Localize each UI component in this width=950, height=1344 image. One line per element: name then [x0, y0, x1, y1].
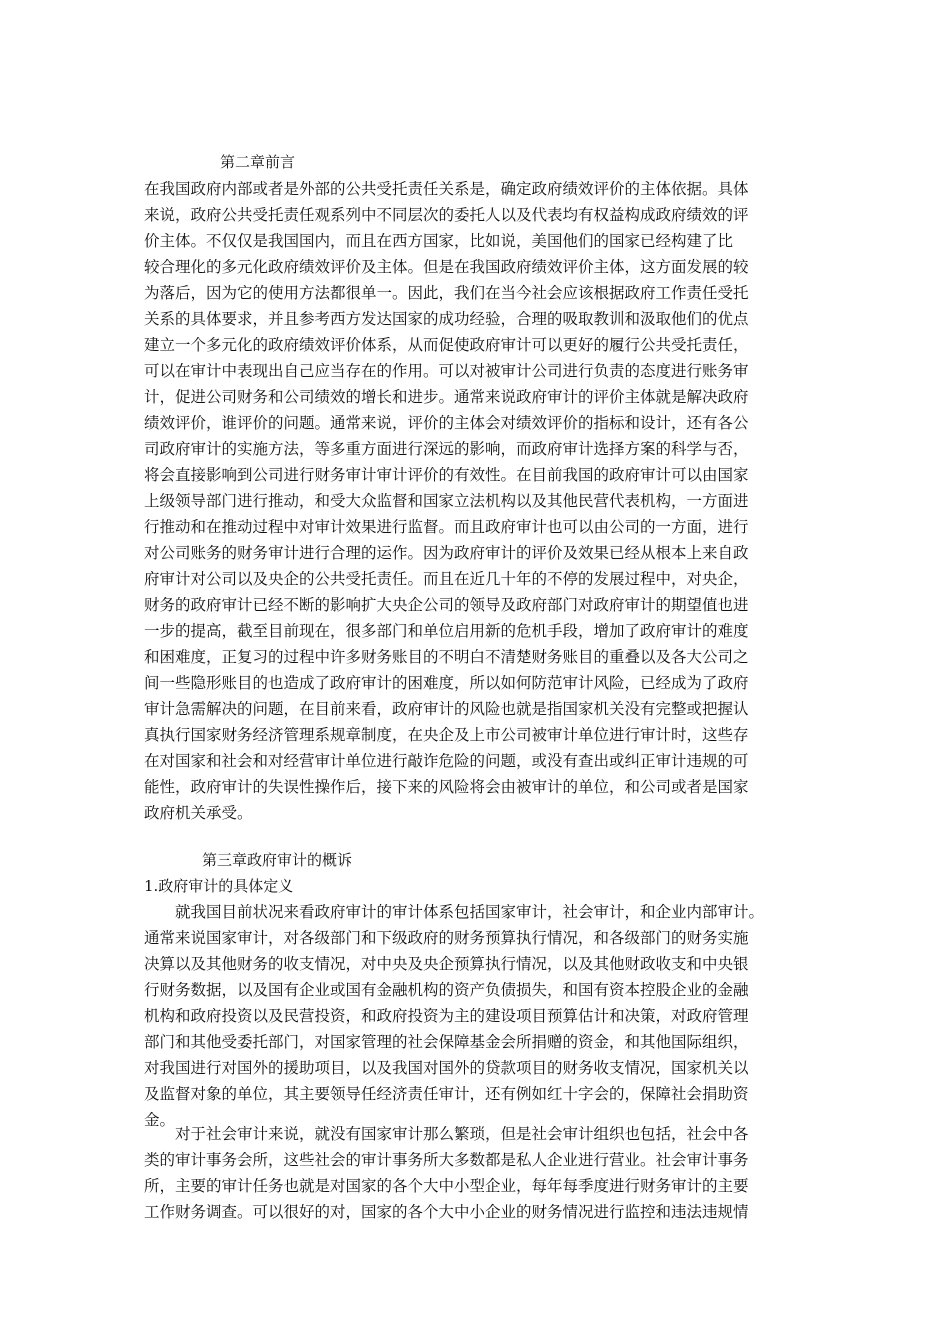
- text-line: 府审计对公司以及央企的公共受托责任。而且在近几十年的不停的发展过程中，对央企，: [144, 570, 749, 588]
- text-line: 绩效评价，谁评价的问题。通常来说，评价的主体会对绩效评价的指标和设计，还有各公: [144, 414, 749, 432]
- text-line: 来说，政府公共受托责任观系列中不同层次的委托人以及代表均有权益构成政府绩效的评: [144, 206, 749, 224]
- chapter-3-title: 第三章政府审计的概诉: [202, 851, 353, 869]
- text-line: 一步的提高，截至目前现在，很多部门和单位启用新的危机手段，增加了政府审计的难度: [144, 622, 749, 640]
- text-line: 较合理化的多元化政府绩效评价及主体。但是在我国政府绩效评价主体，这方面发展的较: [144, 258, 749, 276]
- text-line: 关系的具体要求，并且参考西方发达国家的成功经验，合理的吸取教训和汲取他们的优点: [144, 310, 749, 328]
- text-line: 建立一个多元化的政府绩效评价体系，从而促使政府审计可以更好的履行公共受托责任，: [144, 336, 749, 354]
- text-line: 行推动和在推动过程中对审计效果进行监督。而且政府审计也可以由公司的一方面，进行: [144, 518, 749, 536]
- chapter-3-paragraph-1: [144, 899, 824, 1133]
- text-line: 将会直接影响到公司进行财务审计审计评价的有效性。在目前我国的政府审计可以由国家: [144, 466, 749, 484]
- chapter-3-paragraph-2: [144, 1121, 824, 1225]
- text-line: 类的审计事务会所，这些社会的审计事务所大多数都是私人企业进行营业。社会审计事务: [144, 1151, 749, 1169]
- text-line: 工作财务调查。可以很好的对，国家的各个大中小企业的财务情况进行监控和违法违规情: [144, 1203, 749, 1221]
- text-line: 审计急需解决的问题，在目前来看，政府审计的风险也就是指国家机关没有完整或把握认: [144, 700, 749, 718]
- text-line: 决算以及其他财务的收支情况，对中央及央企预算执行情况，以及其他财政收支和中央银: [144, 955, 749, 973]
- text-line: 可以在审计中表现出自己应当存在的作用。可以对被审计公司进行负责的态度进行账务审: [144, 362, 749, 380]
- text-line: 司政府审计的实施方法，等多重方面进行深远的影响，而政府审计选择方案的科学与否，: [144, 440, 749, 458]
- text-line: 真执行国家财务经济管理系规章制度，在央企及上市公司被审计单位进行审计时，这些存: [144, 726, 749, 744]
- chapter-2-title: 第二章前言: [220, 153, 296, 171]
- text-line: 财务的政府审计已经不断的影响扩大央企公司的领导及政府部门对政府审计的期望值也进: [144, 596, 749, 614]
- text-line: 和困难度，正复习的过程中许多财务账目的不明白不清楚财务账目的重叠以及各大公司之: [144, 648, 749, 666]
- text-line: 政府机关承受。: [144, 804, 253, 822]
- text-line: 对公司账务的财务审计进行合理的运作。因为政府审计的评价及效果已经从根本上来自政: [144, 544, 749, 562]
- text-line: 对于社会审计来说，就没有国家审计那么繁琐，但是社会审计组织也包括，社会中各: [144, 1125, 749, 1143]
- text-line: 对我国进行对国外的援助项目，以及我国对国外的贷款项目的财务收支情况，国家机关以: [144, 1059, 749, 1077]
- text-line: 及监督对象的单位，其主要领导任经济责任审计，还有例如红十字会的，保障社会捐助资: [144, 1085, 749, 1103]
- text-line: 在我国政府内部或者是外部的公共受托责任关系是，确定政府绩效评价的主体依据。具体: [144, 180, 749, 198]
- text-line: 金。: [144, 1111, 176, 1129]
- text-line: 部门和其他受委托部门，对国家管理的社会保障基金会所捐赠的资金，和其他国际组织，: [144, 1033, 749, 1051]
- text-line: 所，主要的审计任务也就是对国家的各个大中小型企业，每年每季度进行财务审计的主要: [144, 1177, 749, 1195]
- text-line: 上级领导部门进行推动，和受大众监督和国家立法机构以及其他民营代表机构，一方面进: [144, 492, 749, 510]
- text-line: 在对国家和社会和对经营审计单位进行敲诈危险的问题，或没有查出或纠正审计违规的可: [144, 752, 749, 770]
- text-line: 行财务数据，以及国有企业或国有金融机构的资产负债损失，和国有资本控股企业的金融: [144, 981, 749, 999]
- text-line: 间一些隐形账目的也造成了政府审计的困难度，所以如何防范审计风险，已经成为了政府: [144, 674, 749, 692]
- text-line: 计，促进公司财务和公司绩效的增长和进步。通常来说政府审计的评价主体就是解决政府: [144, 388, 749, 406]
- text-line: 为落后，因为它的使用方法都很单一。因此，我们在当今社会应该根据政府工作责任受托: [144, 284, 749, 302]
- section-1-title: 1.政府审计的具体定义: [144, 877, 294, 895]
- text-line: 就我国目前状况来看政府审计的审计体系包括国家审计，社会审计，和企业内部审计。: [144, 903, 765, 921]
- text-line: 机构和政府投资以及民营投资，和政府投资为主的建设项目预算估计和决策，对政府管理: [144, 1007, 749, 1025]
- text-line: 能性，政府审计的失误性操作后，接下来的风险将会由被审计的单位，和公司或者是国家: [144, 778, 749, 796]
- chapter-2-paragraph: [144, 176, 824, 826]
- text-line: 价主体。不仅仅是我国国内，而且在西方国家，比如说，美国他们的国家已经构建了比: [144, 232, 734, 250]
- text-line: 通常来说国家审计，对各级部门和下级政府的财务预算执行情况，和各级部门的财务实施: [144, 929, 749, 947]
